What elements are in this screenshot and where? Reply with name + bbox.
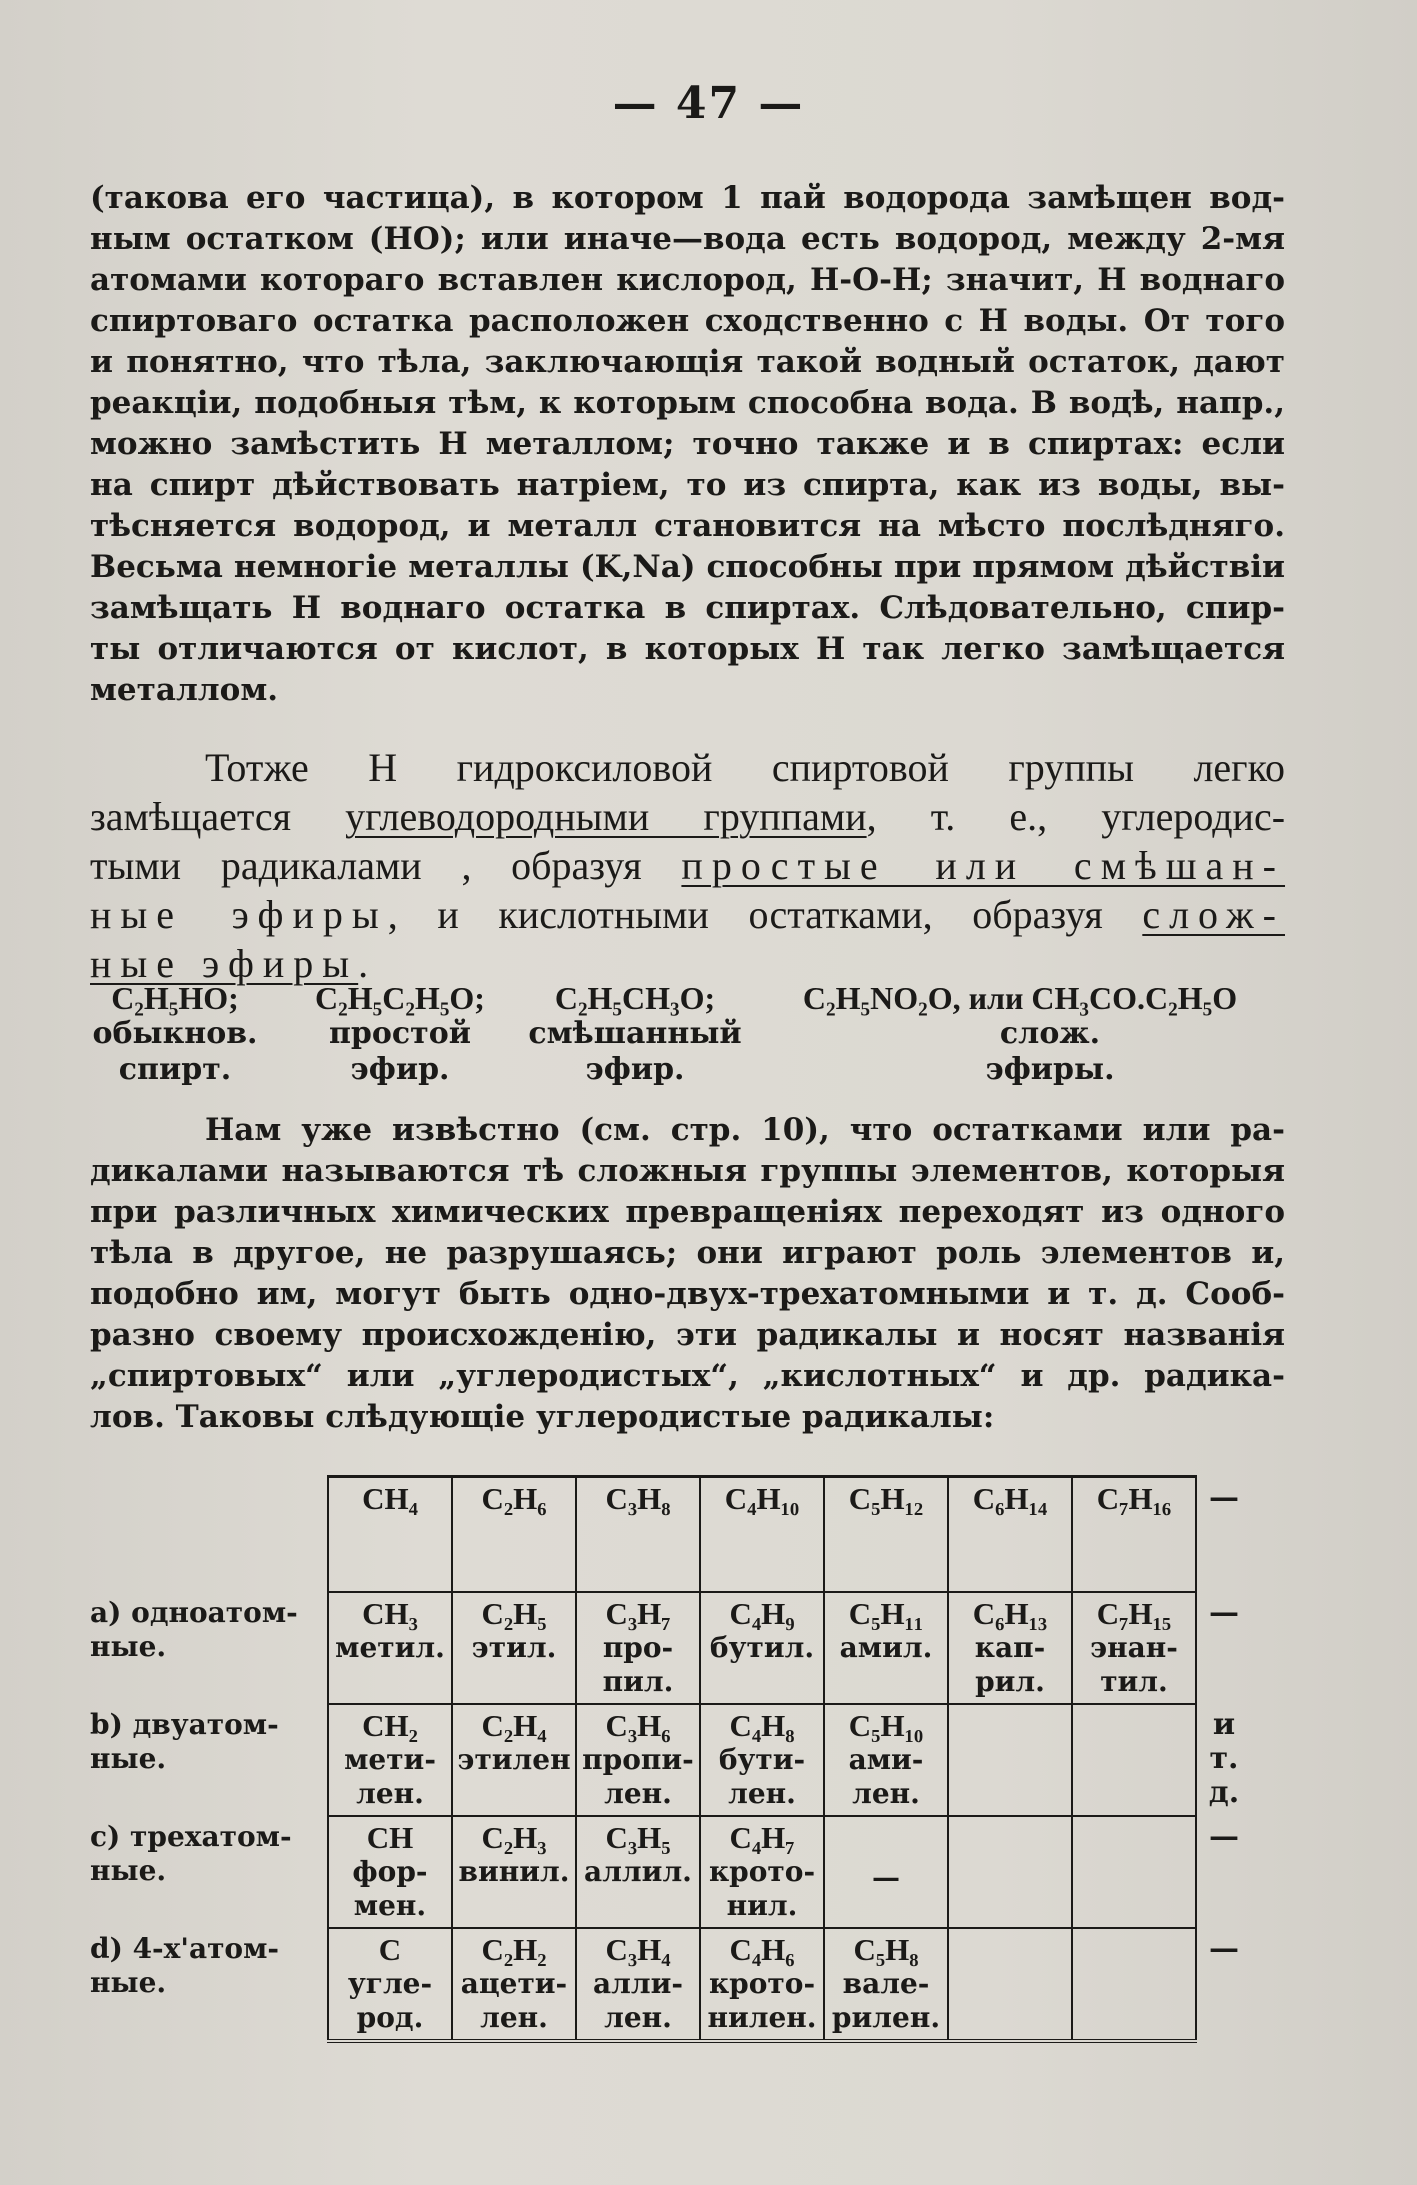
radical-formula: C₄H₇ <box>729 1820 795 1855</box>
table-row <box>90 1928 1251 2041</box>
radical-cell <box>824 1704 948 1816</box>
text-line: Тотже Н гидроксиловой спиртовой группы легко <box>205 745 1285 790</box>
radical-formula: C₄H₈ <box>729 1708 795 1743</box>
table-header-row <box>90 1477 1251 1593</box>
row-tail-mark: — <box>1209 1819 1239 1854</box>
radical-cell <box>824 1928 948 2041</box>
radical-cell <box>452 1704 576 1816</box>
radical-name: кап- рил. <box>974 1631 1046 1698</box>
radical-cell <box>328 1704 452 1816</box>
radical-name: амил. <box>839 1631 933 1664</box>
radical-formula: CH₃ <box>362 1596 418 1631</box>
text-line: лов. Таковы слѣдующіе углеродистые радикалы: <box>90 1399 995 1435</box>
radical-cell <box>576 1816 700 1928</box>
text-line: Нам уже извѣстно (см. стр. 10), что остатками или ра- <box>205 1112 1285 1148</box>
text-line: замѣщается углеводородными группами, т. е., углеродис- <box>90 794 1286 839</box>
text-line: тѣла в другое, не разрушаясь; они играют роль элементов и, <box>90 1235 1285 1271</box>
radical-name: фор- мен. <box>352 1855 428 1922</box>
radical-cell <box>700 1592 824 1704</box>
radical-name: ацети- лен. <box>460 1967 568 2034</box>
radicals-table <box>90 1475 1251 2043</box>
formula-example: C₂H₅HO; обыкнов. спирт. <box>92 980 258 1087</box>
radical-formula: C₃H₇ <box>605 1596 671 1631</box>
radical-cell <box>948 1592 1072 1704</box>
radical-formula: C <box>378 1932 402 1967</box>
text-line: при различных химических превращеніях переходят из одного <box>90 1194 1285 1230</box>
radical-cell <box>824 1592 948 1704</box>
paragraph-2 <box>90 743 1285 988</box>
radical-cell <box>1072 1816 1196 1928</box>
radical-cell <box>452 1928 576 2041</box>
radical-formula: C₃H₄ <box>605 1932 671 1967</box>
row-label: a) одноатом- ные. <box>90 1596 298 1663</box>
radical-name: этилен <box>457 1743 571 1776</box>
radical-name: — <box>872 1861 900 1894</box>
radical-name: алли- лен. <box>592 1967 683 2034</box>
radical-cell <box>576 1928 700 2041</box>
radical-name: винил. <box>458 1855 570 1888</box>
radical-name: угле- род. <box>347 1967 433 2034</box>
radical-cell <box>452 1592 576 1704</box>
underlined-term: углеводородными группами <box>345 794 867 839</box>
text-line: тыми радикалами , образуя простые или смѣшан- <box>90 843 1286 888</box>
table-row <box>90 1816 1251 1928</box>
text-line: „спиртовых“ или „углеродистых“, „кислотных“ и др. радика- <box>90 1358 1285 1394</box>
text-line: спиртоваго остатка расположен сходственно с Н воды. От того <box>90 303 1285 339</box>
radical-formula: C₅H₁₀ <box>848 1708 924 1743</box>
text-line: реакціи, подобныя тѣм, к которым способна вода. В водѣ, напр., <box>90 385 1285 421</box>
radical-name: энан- тил. <box>1090 1631 1178 1698</box>
radical-formula: C₇H₁₅ <box>1096 1596 1172 1631</box>
text-line: замѣщать Н воднаго остатка в спиртах. Слѣдовательно, спир- <box>90 590 1285 626</box>
text-line: ным остатком (НО); или иначе—вода есть водород, между 2-мя <box>90 221 1285 257</box>
radical-formula: C₆H₁₃ <box>972 1596 1048 1631</box>
underlined-term: простые или смѣшан- <box>681 843 1286 888</box>
radical-formula: C₅H₈ <box>853 1932 919 1967</box>
radical-cell <box>576 1704 700 1816</box>
radical-cell <box>1072 1704 1196 1816</box>
radical-cell <box>824 1816 948 1928</box>
radical-formula: C₂H₃ <box>481 1820 547 1855</box>
radical-formula: C₄H₆ <box>729 1932 795 1967</box>
radical-formula: C₄H₉ <box>729 1596 795 1631</box>
radical-formula: C₃H₆ <box>605 1708 671 1743</box>
header-formula-cell: C₅H₁₂ <box>824 1477 948 1593</box>
page-number: — 47 — <box>612 78 805 129</box>
radical-name: бути- лен. <box>718 1743 806 1810</box>
text-line: разно своему происхожденію, эти радикалы и носят названія <box>90 1317 1285 1353</box>
text-line: подобно им, могут быть одно-двух-трехатомными и т. д. Сооб- <box>90 1276 1285 1312</box>
radical-name: аллил. <box>584 1855 692 1888</box>
radical-formula: C₃H₅ <box>605 1820 671 1855</box>
paragraph-3 <box>90 1110 1285 1438</box>
formula-example: C₂H₅C₂H₅O; простой эфир. <box>315 980 485 1087</box>
radical-cell <box>328 1592 452 1704</box>
text-line: ты отличаются от кислот, в которых Н так легко замѣщается <box>90 631 1285 667</box>
row-tail-mark: и т. д. <box>1208 1707 1240 1810</box>
row-tail-mark: — <box>1209 1931 1239 1966</box>
radical-cell <box>700 1704 824 1816</box>
text-line: тѣсняется водород, и металл становится на мѣсто послѣдняго. <box>90 508 1285 544</box>
text-line: Весьма немногіе металлы (K,Na) способны при прямом дѣйствіи <box>90 549 1285 585</box>
radical-cell <box>576 1592 700 1704</box>
paragraph-1 <box>90 178 1285 711</box>
text-line: и понятно, что тѣла, заключающія такой водный остаток, дают <box>90 344 1285 380</box>
radical-name: ами- лен. <box>848 1743 924 1810</box>
text-line: металлом. <box>90 672 279 708</box>
radical-cell <box>948 1816 1072 1928</box>
header-formula-cell: C₄H₁₀ <box>700 1477 824 1593</box>
radical-formula: C₅H₁₁ <box>848 1596 924 1631</box>
formula-example: C₂H₅NO₂O, или CH₃CO.C₂H₅O слож. эфиры. <box>802 980 1238 1087</box>
row-label: b) двуатом- ные. <box>90 1708 279 1775</box>
radical-name: крото- нилен. <box>707 1967 817 2034</box>
radical-name: про- пил. <box>602 1631 674 1698</box>
text-line: дикалами называются тѣ сложныя группы элементов, которыя <box>90 1153 1285 1189</box>
radical-cell <box>1072 1928 1196 2041</box>
radical-cell <box>948 1928 1072 2041</box>
header-formula-cell: C₂H₆ <box>452 1477 576 1593</box>
row-label: c) трехатом- ные. <box>90 1820 292 1887</box>
formula-example: C₂H₅CH₃O; смѣшанный эфир. <box>528 980 742 1087</box>
text-line: на спирт дѣйствовать натріем, то из спирта, как из воды, вы- <box>90 467 1285 503</box>
row-label <box>90 1477 328 1593</box>
radical-formula: C₂H₅ <box>481 1596 547 1631</box>
underlined-term: слож- <box>1142 892 1285 937</box>
radical-formula: C₂H₄ <box>481 1708 547 1743</box>
text-line: (такова его частица), в котором 1 пай водорода замѣщен вод- <box>90 180 1285 216</box>
radical-name: крото- нил. <box>708 1855 816 1922</box>
radical-cell <box>328 1816 452 1928</box>
radical-name: мети- лен. <box>344 1743 436 1810</box>
radical-cell <box>948 1704 1072 1816</box>
header-formula-cell: C₆H₁₄ <box>948 1477 1072 1593</box>
underlined-term: ные эфиры <box>90 941 359 986</box>
text-line: атомами котораго вставлен кислород, Н-О-Н; значит, Н воднаго <box>90 262 1285 298</box>
row-label: d) 4-х'атом- ные. <box>90 1932 280 1999</box>
radical-cell <box>700 1928 824 2041</box>
row-tail-mark: — <box>1209 1595 1239 1630</box>
radical-name: метил. <box>335 1631 445 1664</box>
header-formula-cell: C₇H₁₆ <box>1072 1477 1196 1593</box>
radical-name: пропи- лен. <box>582 1743 694 1810</box>
radical-formula: CH₂ <box>362 1708 418 1743</box>
text-line: ные эфиры, и кислотными остатками, образуя слож- <box>90 892 1285 937</box>
row-tail-mark: — <box>1209 1479 1239 1515</box>
radical-cell <box>1072 1592 1196 1704</box>
text-line: ные эфиры. <box>90 941 369 986</box>
header-formula-cell: CH₄ <box>328 1477 452 1593</box>
radical-name: бутил. <box>709 1631 815 1664</box>
radical-name: вале- рилен. <box>831 1967 941 2034</box>
radical-cell <box>700 1816 824 1928</box>
table-row <box>90 1592 1251 1704</box>
table-row <box>90 1704 1251 1816</box>
radical-cell <box>328 1928 452 2041</box>
radical-formula: C₂H₂ <box>481 1932 547 1967</box>
text-line: можно замѣстить Н металлом; точно также и в спиртах: если <box>90 426 1285 462</box>
radical-cell <box>452 1816 576 1928</box>
radical-name: этил. <box>471 1631 557 1664</box>
formula-examples <box>90 980 1290 1100</box>
header-formula-cell: C₃H₈ <box>576 1477 700 1593</box>
radical-formula: CH <box>366 1820 414 1855</box>
